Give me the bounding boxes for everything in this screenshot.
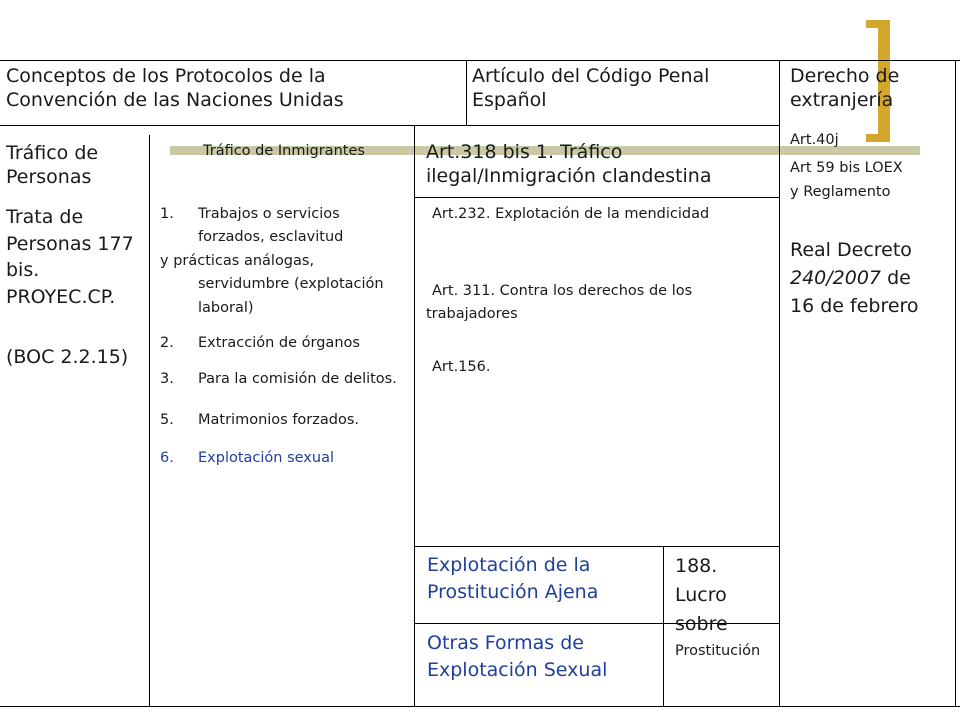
art-318-bis: Art.318 bis 1. Tráfico ilegal/Inmigración clandestina [426, 141, 712, 188]
art-311: Art. 311. Contra los derechos de los trabajadores [426, 283, 693, 323]
real-decreto-label: Real Decreto [790, 239, 912, 261]
header-articulo: Artículo del Código Penal Español [472, 65, 710, 112]
table-border [414, 125, 415, 707]
bracket-decoration-bottom [866, 134, 890, 142]
list-item: 2. Extracción de órganos [160, 335, 360, 352]
list-item: 1. Trabajos o servicios forzados, esclavitud [160, 206, 344, 246]
header-extranjeria: Derecho de extranjería [790, 65, 900, 112]
list-item: 3. Para la comisión de delitos. [160, 370, 397, 387]
list-item-continuation: y prácticas análogas, [160, 252, 315, 269]
art-232: Art.232. Explotación de la mendicidad [432, 206, 710, 222]
trafico-inmigrantes: Tráfico de Inmigrantes [203, 143, 365, 159]
table-border [0, 706, 960, 707]
bracket-decoration-top [866, 20, 890, 28]
art-156: Art.156. [432, 359, 491, 375]
table-border [149, 135, 150, 707]
list-item: 5. Matrimonios forzados. [160, 412, 359, 429]
extranjeria-art-59-bis: Art 59 bis LOEX [790, 160, 903, 176]
real-decreto-number: 240/2007 [790, 267, 882, 290]
real-decreto-de: de [881, 267, 911, 290]
table-border [663, 546, 664, 707]
table-border [779, 60, 780, 707]
extranjeria-reglamento: y Reglamento [790, 184, 891, 200]
table-border [0, 60, 960, 61]
list-item: 6. Explotación sexual [160, 449, 334, 466]
trafico-personas: Tráfico de Personas [6, 142, 99, 189]
table-border [414, 197, 780, 198]
real-decreto-date: 16 de febrero [790, 295, 919, 318]
extranjeria-art-40j: Art.40j [790, 132, 839, 148]
table-border [414, 546, 780, 547]
otras-formas-explotacion: Otras Formas de Explotación Sexual [427, 632, 608, 681]
fines-list [160, 203, 410, 470]
table-border [466, 60, 467, 126]
boc-reference: (BOC 2.2.15) [6, 346, 129, 368]
table-border [0, 125, 780, 126]
real-decreto [790, 236, 950, 320]
list-item-continuation: servidumbre (explotación laboral) [198, 276, 384, 316]
art-188: 188. Lucro sobre [675, 555, 728, 635]
header-conceptos: Conceptos de los Protocolos de la Convención de las Naciones Unidas [6, 65, 344, 112]
art-188-prostitucion: Prostitución [675, 643, 761, 659]
trata-de-personas: Trata de Personas 177 bis. PROYEC.CP. [6, 206, 134, 308]
explotacion-prostitucion: Explotación de la Prostitución Ajena [427, 554, 599, 603]
table-border [955, 60, 956, 707]
